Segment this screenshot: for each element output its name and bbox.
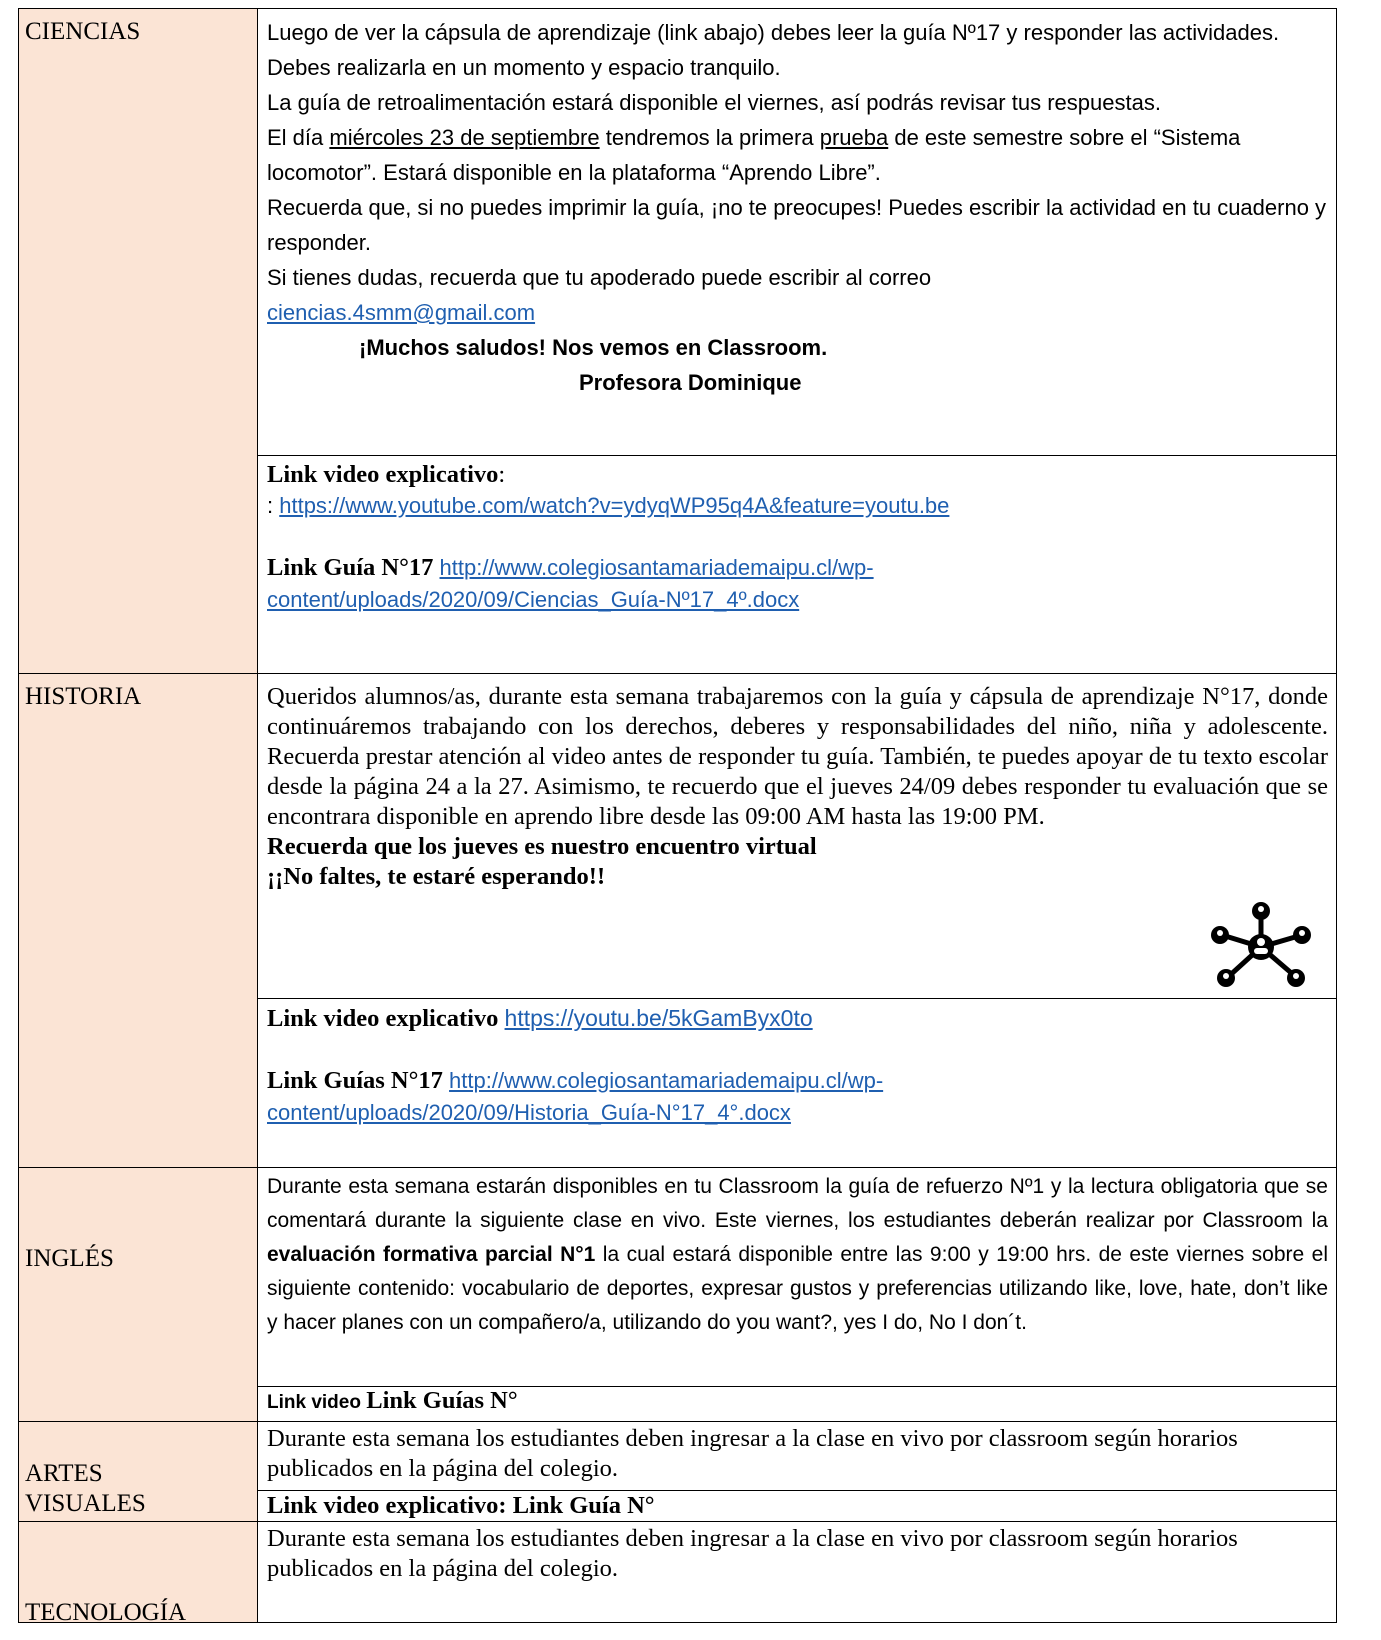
guide-label: Link Guías N° [366, 1387, 518, 1414]
historia-instructions [258, 674, 1337, 999]
ciencias-links: Link video explicativo: : https://www.youtube.com/watch?v=ydyqWP95q4A&feature=youtu.be Link Guía N°17 http://www.colegiosantamariademaipu.cl/wp- content/uploads/2020/09/Ciencias_Guía-Nº17_4º.docx [258, 456, 1337, 674]
guide-label: Link Guías N°17 [267, 1067, 450, 1094]
ingles-links [258, 1387, 1337, 1422]
reminder: Recuerda que los jueves es nuestro encuentro virtual [267, 833, 817, 860]
subject-historia [19, 674, 258, 1168]
row-ingles [19, 1168, 1337, 1387]
paragraph: El día miércoles 23 de septiembre tendremos la primera prueba de este semestre sobre el “Sistema locomotor”. Estará disponible en la plataforma “Aprendo Libre”. [267, 125, 1241, 185]
test-date: miércoles 23 de septiembre [329, 125, 600, 150]
paragraph: La guía de retroalimentación estará disponible el viernes, así podrás revisar tus respuestas. [267, 90, 1161, 115]
signature: Profesora Dominique [579, 370, 802, 395]
guide-link-cont[interactable]: content/uploads/2020/09/Ciencias_Guía-Nº17_4º.docx [267, 587, 800, 612]
reminder: ¡¡No faltes, te estaré esperando!! [267, 863, 606, 890]
guide-link[interactable]: http://www.colegiosantamariademaipu.cl/wp- [449, 1068, 884, 1093]
video-label: Link video explicativo [267, 1005, 505, 1032]
subject-label-line2: VISUALES [25, 1490, 146, 1517]
paragraph: Luego de ver la cápsula de aprendizaje (link abajo) debes leer la guía Nº17 y responder las actividades. Debes realizarla en un momento y espacio tranquilo. [267, 20, 1280, 80]
row-historia [19, 674, 1337, 999]
subject-label: CIENCIAS [25, 18, 141, 45]
subject-label: ARTES [25, 1460, 103, 1487]
video-link[interactable]: https://youtu.be/5kGamByx0to [504, 1005, 813, 1031]
subject-ciencias [19, 9, 258, 674]
subject-label: TECNOLOGÍA [25, 1599, 187, 1626]
paragraph: Si tienes dudas, recuerda que tu apoderado puede escribir al correo [267, 265, 932, 290]
row-tecnologia [19, 1522, 1337, 1623]
greeting: ¡Muchos saludos! Nos vemos en Classroom. [359, 335, 828, 360]
subject-label: HISTORIA [25, 683, 142, 710]
paragraph: Queridos alumnos/as, durante esta semana trabajaremos con la guía y cápsula de aprendizaje N°17, donde continuáremos trabajando con los derechos, deberes y responsabilidades del niño, niña y adolescente. Recuerda prestar atención al video antes de responder tu guía. También, te puedes apoyar de tu texto escolar desde la página 24 a la 27. Asimismo, te recuerdo que el jueves 24/09 debes responder tu evaluación que se encontrara disponible en aprendo libre desde las 09:00 AM hasta las 19:00 PM. [267, 683, 1328, 830]
row-artes [19, 1422, 1337, 1491]
paragraph: Durante esta semana los estudiantes deben ingresar a la clase en vivo por classroom según horarios publicados en la página del colegio. [267, 1525, 1238, 1582]
artes-instructions [258, 1422, 1337, 1491]
test-word: prueba [819, 125, 889, 150]
ingles-instructions: Durante esta semana estarán disponibles en tu Classroom la guía de refuerzo Nº1 y la lectura obligatoria que se comentará durante la siguiente clase en vivo. Este viernes, los estudiantes deberán realizar por Classroom la evaluación formativa parcial N°1 la cual estará disponible entre las 9:00 y 19:00 hrs. de este viernes sobre el siguiente contenido: vocabulario de deportes, expresar gustos y preferencias utilizando like, love, hate, don’t like y hacer planes con un compañero/a, utilizando do you want?, yes I do, No I don´t. [258, 1168, 1337, 1387]
video-label: Link video [267, 1392, 367, 1413]
subject-tecnologia [19, 1522, 258, 1626]
paragraph: Durante esta semana los estudiantes deben ingresar a la clase en vivo por classroom según horarios publicados en la página del colegio. [267, 1425, 1238, 1482]
guide-label: Link Guía N°17 [267, 554, 434, 581]
ciencias-instructions [258, 9, 1337, 456]
subject-label: INGLÉS [25, 1244, 114, 1272]
video-link[interactable]: https://www.youtube.com/watch?v=ydyqWP95q4A&feature=youtu.be [279, 493, 950, 518]
network-people-icon [1206, 901, 1316, 992]
subject-artes [19, 1422, 258, 1522]
guide-link[interactable]: http://www.colegiosantamariademaipu.cl/wp- [439, 555, 874, 580]
links-label: Link video explicativo: Link Guía N° [267, 1492, 655, 1519]
row-ciencias [19, 9, 1337, 456]
subject-ingles [19, 1168, 258, 1422]
email-link[interactable]: ciencias.4smm@gmail.com [267, 300, 536, 325]
evaluation-name: evaluación formativa parcial N°1 [267, 1243, 596, 1266]
historia-links [258, 999, 1337, 1168]
tecnologia-instructions [258, 1522, 1337, 1623]
weekly-plan-table [18, 8, 1337, 1626]
video-label: Link video explicativo [267, 461, 499, 488]
paragraph: Recuerda que, si no puedes imprimir la guía, ¡no te preocupes! Puedes escribir la actividad en tu cuaderno y responder. [267, 195, 1327, 255]
guide-link-cont[interactable]: content/uploads/2020/09/Historia_Guía-N°17_4°.docx [267, 1100, 791, 1125]
artes-links [258, 1491, 1337, 1522]
